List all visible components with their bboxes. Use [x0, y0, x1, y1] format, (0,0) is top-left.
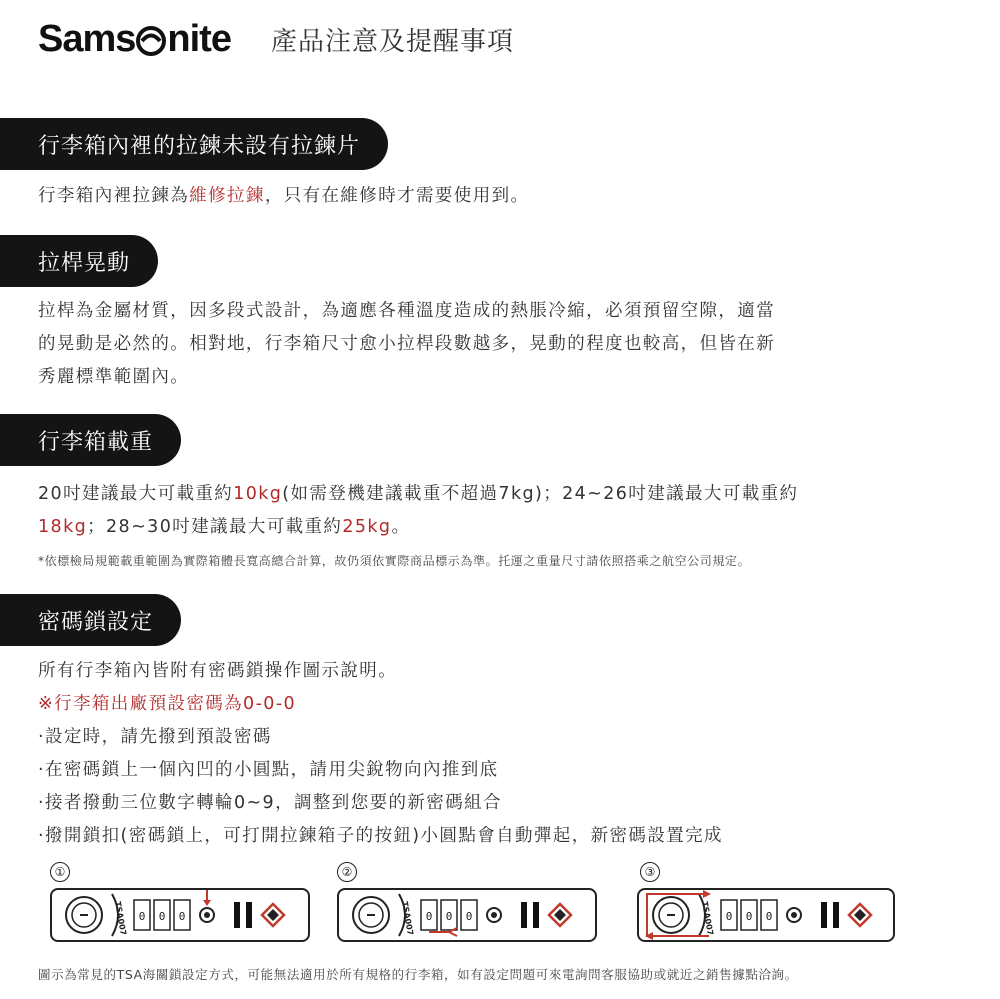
tsa-label: TSA007: [400, 900, 415, 936]
section-heading-zipper: 行李箱內裡的拉鍊未設有拉鍊片: [0, 118, 388, 170]
text-segment: 。: [391, 517, 411, 537]
text-segment: 行李箱內裡拉鍊為: [38, 186, 190, 206]
svg-text:0: 0: [745, 910, 753, 923]
tsa-label: TSA007: [113, 900, 128, 936]
section-heading-load: 行李箱載重: [0, 414, 181, 466]
svg-text:0: 0: [445, 910, 453, 923]
paragraph-line: [38, 478, 798, 511]
step-number-1: ①: [50, 862, 70, 882]
highlight-text: 10kg: [233, 484, 283, 504]
highlight-text: 18kg: [38, 517, 88, 537]
handle-paragraph: [38, 295, 775, 394]
load-paragraph: [38, 478, 798, 544]
paragraph-line: ·撥開鎖扣(密碼鎖上，可打開拉鍊箱子的按鈕)小圓點會自動彈起，新密碼設置完成: [38, 826, 723, 846]
paragraph-line: ·接者撥動三位數字轉輪0~9，調整到您要的新密碼組合: [38, 793, 502, 813]
text-segment: ；28~30吋建議最大可載重約: [87, 517, 343, 537]
svg-text:0: 0: [178, 910, 186, 923]
svg-text:0: 0: [725, 910, 733, 923]
svg-text:0: 0: [138, 910, 146, 923]
brand-logo: [38, 18, 231, 61]
highlight-text: 維修拉鍊: [189, 186, 265, 206]
tsa-lock-diagram-2: [337, 888, 597, 942]
paragraph-line: 所有行李箱內皆附有密碼鎖操作圖示說明。: [38, 661, 398, 681]
brand-logo-text-2: nite: [167, 17, 231, 60]
section-heading-handle: 拉桿晃動: [0, 235, 158, 287]
text-segment: 20吋建議最大可載重約: [38, 484, 234, 504]
paragraph-line: [38, 511, 798, 544]
paragraph-line: ·在密碼鎖上一個內凹的小圓點，請用尖銳物向內推到底: [38, 760, 499, 780]
svg-text:0: 0: [765, 910, 773, 923]
svg-text:0: 0: [465, 910, 473, 923]
paragraph-line: 秀麗標準範圍內。: [38, 367, 190, 387]
paragraph-line: ·設定時，請先撥到預設密碼: [38, 727, 272, 747]
svg-text:0: 0: [425, 910, 433, 923]
highlight-text: 25kg: [342, 517, 392, 537]
text-segment: (如需登機建議載重不超過7kg)；24~26吋建議最大可載重約: [282, 484, 799, 504]
text-segment: ，只有在維修時才需要使用到。: [264, 186, 530, 206]
default-password-line: ※行李箱出廠預設密碼為0-0-0: [38, 694, 297, 714]
tsa-lock-icon: [339, 890, 595, 940]
step-number-2: ②: [337, 862, 357, 882]
tsa-label: TSA007: [700, 900, 715, 936]
brand-logo-text: Sams: [38, 17, 136, 60]
page-header: [38, 14, 514, 64]
tsa-lock-icon: [52, 890, 308, 940]
paragraph-line: 的晃動是必然的。相對地，行李箱尺寸愈小拉桿段數越多，晃動的程度也較高，但皆在新: [38, 334, 776, 354]
load-note: *依標檢局規範載重範圍為實際箱體長寬高總合計算，故仍須依實際商品標示為準。托運之重量尺寸請依照搭乘之航空公司規定。: [38, 554, 751, 568]
section-heading-lock: 密碼鎖設定: [0, 594, 181, 646]
brand-o-icon: [136, 26, 166, 56]
tsa-lock-icon: [639, 890, 893, 940]
step-number-3: ③: [640, 862, 660, 882]
page-title: 產品注意及提醒事項: [270, 26, 514, 57]
svg-text:0: 0: [158, 910, 166, 923]
lock-paragraph: [38, 655, 723, 853]
diagram-caption: 圖示為常見的TSA海關鎖設定方式，可能無法適用於所有規格的行李箱，如有設定問題可來電詢問客服協助或就近之銷售據點洽詢。: [38, 967, 798, 982]
zipper-paragraph: [38, 180, 529, 213]
paragraph-line: 拉桿為金屬材質，因多段式設計，為適應各種溫度造成的熱脹冷縮，必須預留空隙，適當: [38, 301, 776, 321]
digit-wheels: [134, 900, 190, 930]
tsa-lock-diagram-1: [50, 888, 310, 942]
tsa-lock-diagram-3: [637, 888, 895, 942]
